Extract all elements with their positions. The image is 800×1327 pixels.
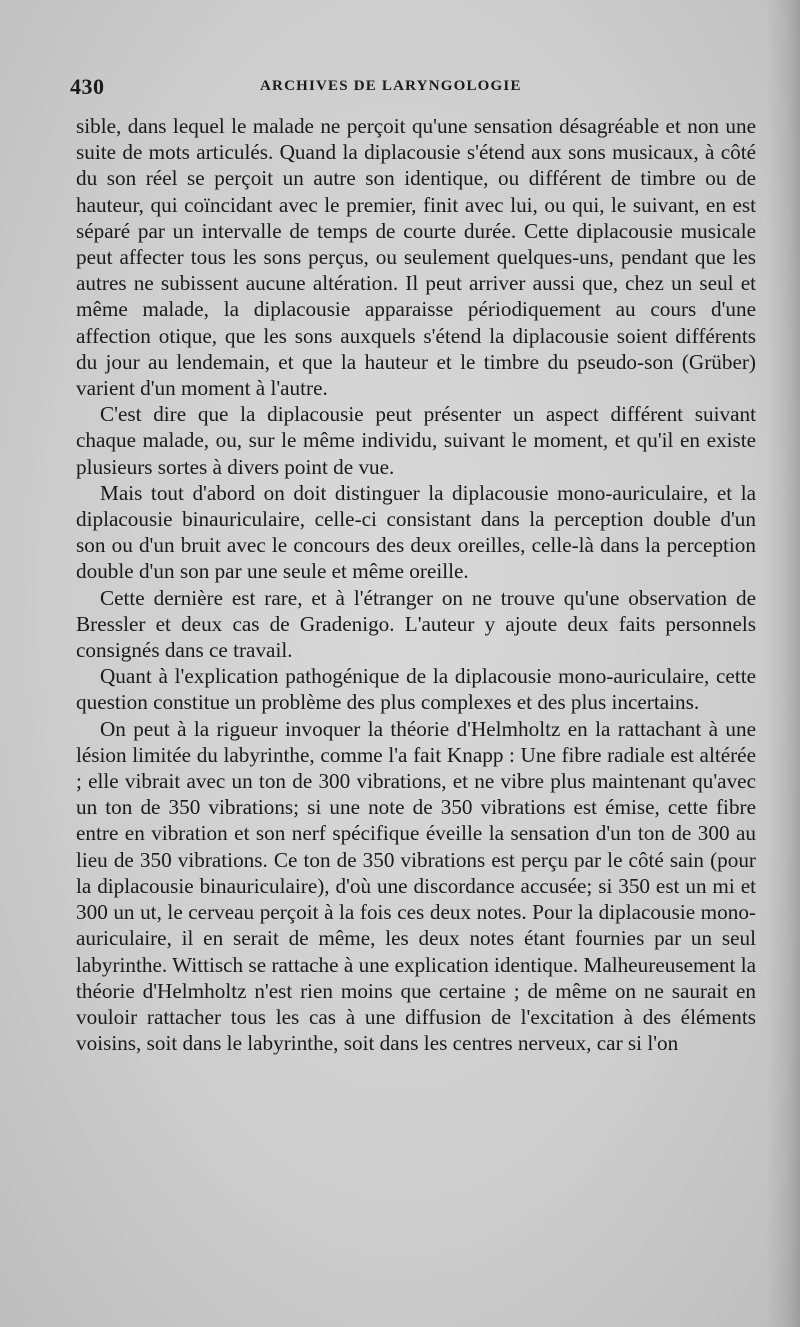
paragraph: Mais tout d'abord on doit distinguer la diplacousie mono-auriculaire, et la diplacousie binauriculaire, celle-ci consistant dans la perception double d'un son ou d'un bruit avec le concours des deux oreilles, celle-là dans la perception double d'un son par une seule et même oreille. — [76, 480, 756, 584]
page-number: 430 — [70, 74, 105, 99]
paragraph: C'est dire que la diplacousie peut présenter un aspect différent suivant chaque malade, ou, sur le même individu, suivant le moment, et qu'il en existe plusieurs sortes à divers point de vue. — [76, 402, 756, 479]
running-title: ARCHIVES DE LARYNGOLOGIE — [260, 78, 522, 94]
paragraph: Quant à l'explication pathogénique de la diplacousie mono-auriculaire, cette question constitue un problème des plus complexes et des plus incertains. — [76, 664, 756, 715]
page-edge-shadow — [766, 0, 800, 1327]
body-text — [76, 113, 756, 1056]
paragraph-continued: sible, dans lequel le malade ne perçoit qu'une sensation désagréable et non une suite de mots articulés. Quand la diplacousie s'étend aux sons musicaux, à côté du son réel se perçoit un autre son identique, ou différent de timbre ou de hauteur, qui coïncidant avec le premier, finit avec lui, ou qui, le suivant, en est séparé par un intervalle de temps de courte durée. Cette diplacousie musicale peut affecter tous les sons perçus, ou seulement quelques-uns, pendant que les autres ne subissent aucune altération. Il peut arriver aussi que, chez un seul et même malade, la diplacousie apparaisse périodiquement au cours d'une affection otique, que les sons auxquels s'étend la diplacousie soient différents du jour au lendemain, et que la hauteur et le timbre du pseudo-son (Grüber) varient d'un moment à l'autre. — [76, 114, 756, 401]
paragraph: On peut à la rigueur invoquer la théorie d'Helmholtz en la rattachant à une lésion limitée du labyrinthe, comme l'a fait Knapp : Une fibre radiale est altérée ; elle vibrait avec un ton de 300 vibrations, et ne vibre plus maintenant qu'avec un ton de 350 vibrations; si une note de 350 vibrations est émise, cette fibre entre en vibration et son nerf spécifique éveille la sensation d'un ton de 300 au lieu de 350 vibrations. Ce ton de 350 vibrations est perçu par le côté sain (pour la diplacousie binauriculaire), d'où une discordance accusée; si 350 est un mi et 300 un ut, le cerveau perçoit à la fois ces deux notes. Pour la diplacousie mono-auriculaire, il en serait de même, les deux notes étant fournies par un seul labyrinthe. Wittisch se rattache à une explication identique. Malheureusement la théorie d'Helmholtz n'est rien moins que certaine ; de même on ne saurait en vouloir rattacher tous les cas à une diffusion de l'excitation à des éléments voisins, soit dans le labyrinthe, soit dans les centres nerveux, car si l'on — [76, 716, 756, 1056]
page-header — [70, 74, 760, 104]
paragraph: Cette dernière est rare, et à l'étranger on ne trouve qu'une observation de Bressler et deux cas de Gradenigo. L'auteur y ajoute deux faits personnels consignés dans ce travail. — [76, 585, 756, 663]
